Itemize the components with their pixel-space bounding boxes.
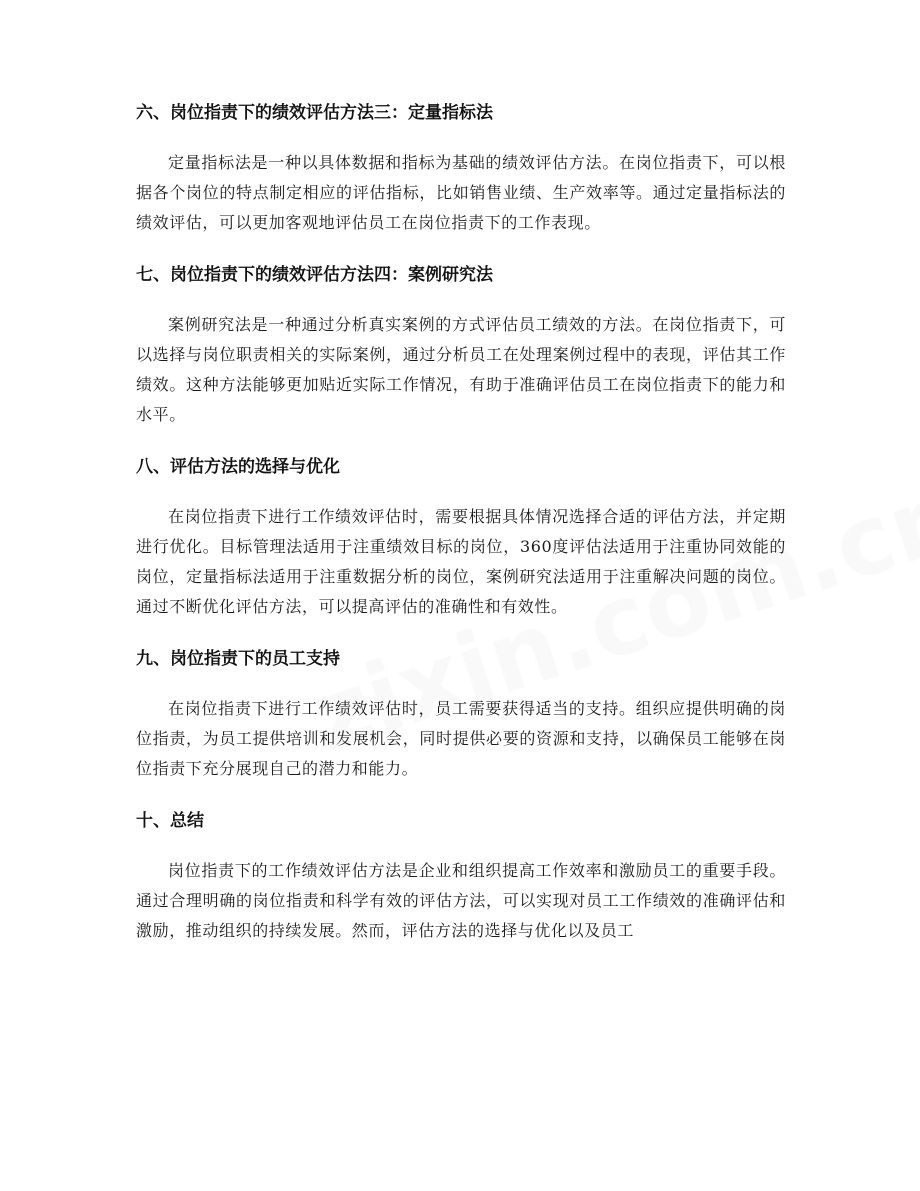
section-paragraph: 在岗位指责下进行工作绩效评估时，需要根据具体情况选择合适的评估方法，并定期进行优化。目标管理法适用于注重绩效目标的岗位，360度评估法适用于注重协同效能的岗位，定量指标法适用于注重数据分析的岗位，案例研究法适用于注重解决问题的岗位。通过不断优化评估方法，可以提高评估的准确性和有效性。 xyxy=(136,507,786,616)
section-paragraph: 在岗位指责下进行工作绩效评估时，员工需要获得适当的支持。组织应提供明确的岗位指责，为员工提供培训和发展机会，同时提供必要的资源和支持，以确保员工能够在岗位指责下充分展现自己的潜力和能力。 xyxy=(136,699,786,778)
section-paragraph: 定量指标法是一种以具体数据和指标为基础的绩效评估方法。在岗位指责下，可以根据各个岗位的特点制定相应的评估指标，比如销售业绩、生产效率等。通过定量指标法的绩效评估，可以更加客观地评估员工在岗位指责下的工作表现。 xyxy=(136,153,786,232)
section-heading: 十、总结 xyxy=(136,811,204,831)
section-7 xyxy=(136,262,786,430)
section-8 xyxy=(136,454,786,622)
section-9 xyxy=(136,646,786,784)
section-6 xyxy=(136,100,786,238)
section-paragraph: 案例研究法是一种通过分析真实案例的方式评估员工绩效的方法。在岗位指责下，可以选择与岗位职责相关的实际案例，通过分析员工在处理案例过程中的表现，评估其工作绩效。这种方法能够更加贴近实际工作情况，有助于准确评估员工在岗位指责下的能力和水平。 xyxy=(136,315,786,424)
section-paragraph: 岗位指责下的工作绩效评估方法是企业和组织提高工作效率和激励员工的重要手段。通过合理明确的岗位指责和科学有效的评估方法，可以实现对员工工作绩效的准确评估和激励，推动组织的持续发展。然而，评估方法的选择与优化以及员工 xyxy=(136,861,786,940)
section-heading: 六、岗位指责下的绩效评估方法三：定量指标法 xyxy=(136,103,493,123)
section-10 xyxy=(136,808,786,946)
document-body xyxy=(136,100,786,970)
section-heading: 九、岗位指责下的员工支持 xyxy=(136,649,340,669)
section-heading: 八、评估方法的选择与优化 xyxy=(136,457,340,477)
section-heading: 七、岗位指责下的绩效评估方法四：案例研究法 xyxy=(136,265,493,285)
